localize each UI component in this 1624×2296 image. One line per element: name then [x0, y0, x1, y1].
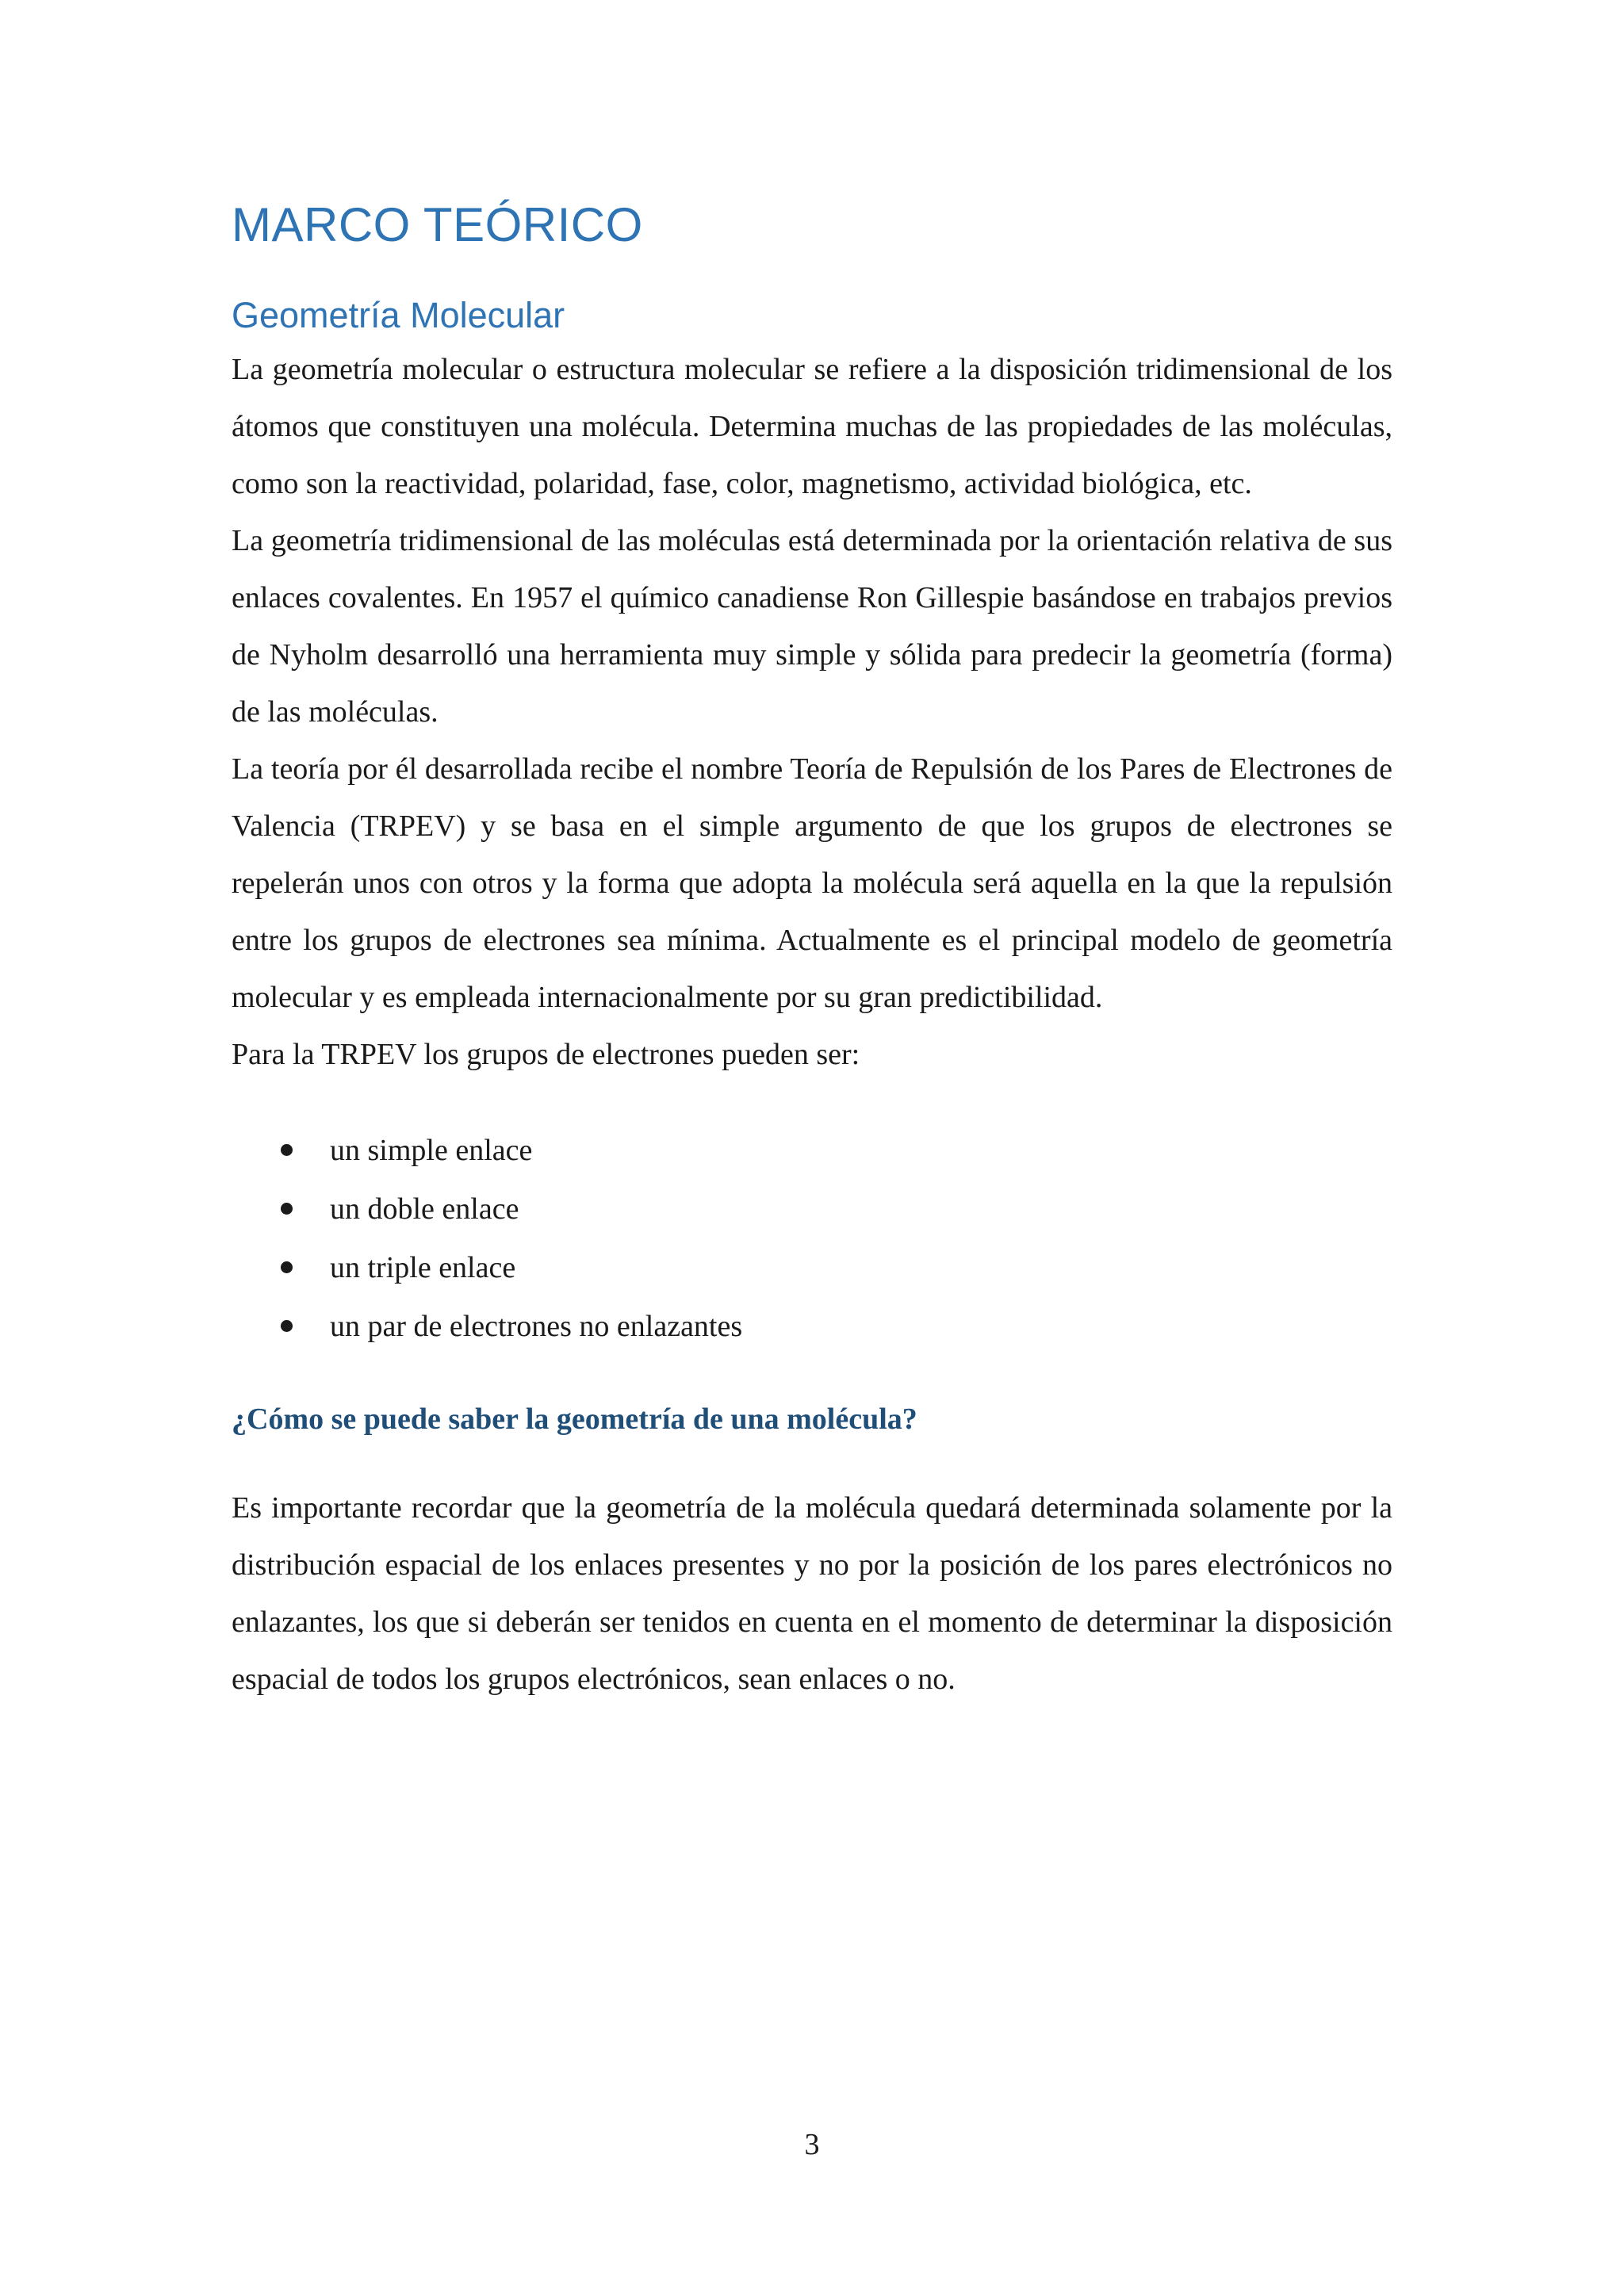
- bullet-icon: [281, 1144, 293, 1156]
- list-item-text: un simple enlace: [330, 1134, 533, 1167]
- page-content: [232, 190, 1392, 1708]
- bullet-icon: [281, 1261, 293, 1273]
- page-number: 3: [804, 2128, 820, 2161]
- section-heading: Geometría Molecular: [232, 295, 565, 335]
- list-item: [232, 1238, 1392, 1297]
- electron-groups-list: [232, 1121, 1392, 1356]
- paragraph-closing: Es importante recordar que la geometría de la molécula quedará determinada solamente por la distribución espacial de los enlaces presentes y no por la posición de los pares electrónicos no enlazantes, los que si deberán ser tenidos en cuenta en el momento de determinar la disposición espacial de todos los grupos electrónicos, sean enlaces o no.: [232, 1491, 1392, 1696]
- list-item-text: un par de electrones no enlazantes: [330, 1310, 743, 1343]
- paragraph-definition: La geometría molecular o estructura molecular se refiere a la disposición tridimensional de los átomos que constituyen una molécula. Determina muchas de las propiedades de las moléculas, como son la reactividad, polaridad, fase, color, magnetismo, actividad biológica, etc.: [232, 353, 1392, 500]
- question-heading: ¿Cómo se puede saber la geometría de una molécula?: [232, 1402, 917, 1436]
- paragraph-groups-intro: Para la TRPEV los grupos de electrones pueden ser:: [232, 1038, 860, 1071]
- list-item-text: un doble enlace: [330, 1192, 519, 1226]
- list-item-text: un triple enlace: [330, 1251, 516, 1284]
- bullet-icon: [281, 1320, 293, 1332]
- list-item: [232, 1121, 1392, 1180]
- paragraph-history: La geometría tridimensional de las moléculas está determinada por la orientación relativa de sus enlaces covalentes. En 1957 el químico canadiense Ron Gillespie basándose en trabajos previos de Nyholm desarrolló una herramienta muy simple y sólida para predecir la geometría (forma) de las moléculas.: [232, 524, 1392, 729]
- paragraph-trpev: La teoría por él desarrollada recibe el nombre Teoría de Repulsión de los Pares de Electrones de Valencia (TRPEV) y se basa en el simple argumento de que los grupos de electrones se repelerán unos con otros y la forma que adopta la molécula será aquella en la que la repulsión entre los grupos de electrones sea mínima. Actualmente es el principal modelo de geometría molecular y es empleada internacionalmente por su gran predictibilidad.: [232, 752, 1392, 1014]
- bullet-icon: [281, 1203, 293, 1215]
- list-item: [232, 1297, 1392, 1356]
- list-item: [232, 1180, 1392, 1238]
- page-title: MARCO TEÓRICO: [232, 198, 643, 251]
